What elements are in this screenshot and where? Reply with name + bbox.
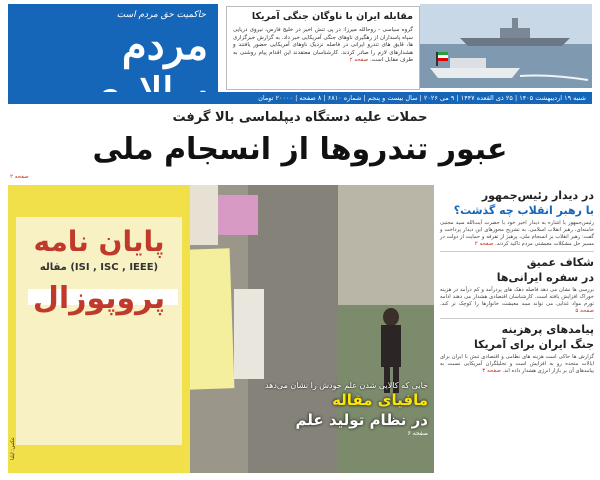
masthead	[8, 4, 218, 92]
main-headline[interactable]: عبور تندروها از انسجام ملی	[92, 132, 508, 167]
top-story-body: گروه سیاسی - روحالله میرزا: در پی تنش اخیر در خلیج فارس، نیروی دریایی سپاه پاسداران از رهگیری ناوهای جنگی آمریکایی خبر داد. به گزارش خبرگزاری ها، قایق های تندرو ایرانی در فاصله نزدیک ناوهای آمریکایی حضور یافتند و هشدارهای لازم را صادر کردند. کارشناسان معتقدند این اقدام پیام روشنی به طرف مقابل است.	[233, 27, 413, 63]
sidebar-story-2-page: صفحه ۵	[575, 308, 594, 314]
poster-line-1: پایان نامه	[33, 225, 165, 258]
sidebar-story-3-title: جنگ ایران برای آمریکا	[474, 338, 594, 351]
sidebar-story-1-page: صفحه ۲	[474, 241, 494, 247]
caption-kicker: جایی که کالایی شدن علم خودش را نشان می‌دهد	[264, 381, 428, 390]
sidebar-story-2-kicker: شکاف عمیق	[526, 256, 594, 269]
headline-kicker[interactable]: حملات علیه دستگاه دیپلماسی بالا گرفت	[172, 110, 428, 125]
top-story[interactable]	[226, 6, 420, 90]
warships-illustration	[420, 4, 592, 88]
photo-credit: عکس: ایلنا	[10, 437, 16, 460]
warships-photo	[420, 4, 592, 88]
poster-line-2: (ISI , ISC , IEEE) مقاله	[39, 262, 159, 273]
sidebar-story-1-body: رئیس‌جمهور با اشاره به دیدار اخیر خود با حضرت آیت‌الله سید مجتبی خامنه‌ای، رهبر انقلاب اسلامی، به تشریح محورهای این دیدار پرداخت و گفت: رهبر انقلاب بر انسجام ملی، پرهیز از تفرقه و حمایت از دولت در مسیر حل مشکلات معیشتی مردم تاکید کردند.	[440, 220, 594, 247]
sidebar-story-2-title: در سفره ایرانی‌ها	[496, 271, 594, 284]
sidebar-story-3-body: گزارش ها حاکی است هزینه های نظامی و اقتصادی تنش با ایران برای ایالات متحده رو به افزایش است و تحلیلگران آمریکایی نسبت به پیامدهای آن بر بازار انرژی هشدار داده اند.	[440, 354, 594, 374]
top-story-page: صفحه ۲	[349, 57, 369, 63]
poster-line-3: پروپوزال	[32, 281, 166, 316]
caption-title-2: در نظام تولید علم	[295, 411, 428, 429]
sidebar-divider	[440, 251, 594, 252]
caption-title-1: مافیای مقاله	[332, 391, 428, 409]
caption-page: صفحه ۶	[407, 430, 428, 437]
sidebar-story-3-page: صفحه ۳	[482, 368, 501, 374]
sidebar-story-3-kicker: پیامدهای پرهزینه	[501, 323, 594, 336]
issue-info-bar: شنبه ۱۹ اردیبهشت ۱۴۰۵ | ۲۵ ذی القعده ۱۴۴۷ | ۹ می ۲۰۲۶ | سال بیست و پنجم | شماره ۶۸۱۰ | ۸ صفحه | ۲۰۰۰۰ تومان	[8, 92, 592, 104]
sidebar-divider	[440, 318, 594, 319]
masthead-tagline: حاکمیت حق مردم است	[116, 10, 206, 20]
sidebar-story-2-body: بررسی ها نشان می دهد فاصله دهک های پردرآمد و کم درآمد در هزینه خوراک افزایش یافته است. کارشناسان اقتصادی هشدار می دهند ادامه تورم مواد غذایی می تواند سبد معیشت خانوارها را کوچک تر کند.	[440, 287, 594, 307]
sidebar-story-3[interactable]	[440, 322, 594, 375]
sidebar-story-1[interactable]	[440, 188, 594, 248]
headline-page: صفحه ۲	[10, 174, 29, 180]
sidebar-story-1-kicker: در دیدار رئیس‌جمهور	[481, 189, 594, 202]
sidebar-story-1-title: با رهبر انقلاب چه گذشت؟	[453, 204, 594, 217]
main-photo[interactable]	[8, 185, 434, 473]
sidebar-stories	[440, 188, 594, 478]
top-story-title[interactable]: مقابله ایران با ناوگان جنگی آمریکا	[251, 11, 413, 22]
sidebar-story-2[interactable]	[440, 255, 594, 315]
newspaper-logo[interactable]: مردم	[121, 22, 208, 69]
photo-caption[interactable]	[178, 381, 428, 437]
poster-text	[16, 225, 182, 321]
